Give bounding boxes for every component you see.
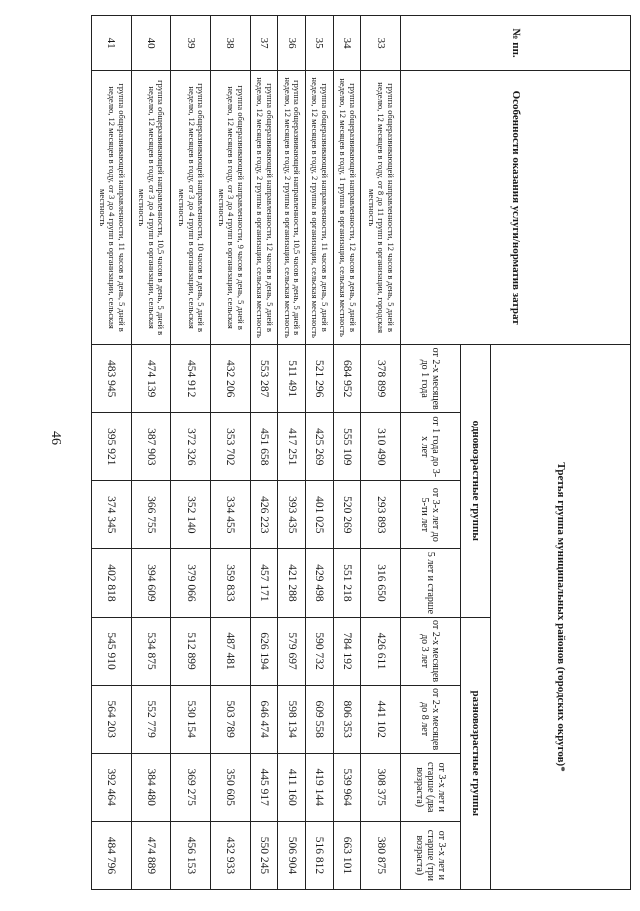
header-col-4: 5 лет и старше: [401, 549, 461, 617]
row-value: 516 812: [306, 821, 334, 889]
row-value: 806 353: [333, 685, 361, 753]
row-value: 308 375: [361, 753, 401, 821]
row-value: 445 917: [250, 753, 278, 821]
row-value: 550 245: [250, 821, 278, 889]
row-value: 421 288: [278, 549, 306, 617]
header-col-1: от 2-х месяцев до 1 года: [401, 345, 461, 413]
row-value: 426 611: [361, 617, 401, 685]
table-row: [171, 16, 211, 890]
row-description: группа общеразвивающей направленности, 12 часов в день, 5 дней в неделю, 12 месяцев в году, от 8 до 11 групп в организации, городская местность: [361, 71, 401, 345]
tariff-table: [91, 15, 631, 890]
row-value: 503 789: [211, 685, 251, 753]
row-value: 402 818: [92, 549, 132, 617]
row-value: 310 490: [361, 413, 401, 481]
row-value: 395 921: [92, 413, 132, 481]
row-description: группа общеразвивающей направленности, 11 часов в день, 5 дней в неделю, 12 месяцев в году, от 3 до 4 групп в организации, сельская местность: [92, 71, 132, 345]
row-value: 293 893: [361, 481, 401, 549]
row-value: 426 223: [250, 481, 278, 549]
row-value: 579 697: [278, 617, 306, 685]
row-value: 590 732: [306, 617, 334, 685]
table-row: [131, 16, 171, 890]
header-group: Третья группа муниципальных районов (городских округов)*: [491, 345, 631, 890]
row-value: 394 609: [131, 549, 171, 617]
row-value: 432 206: [211, 345, 251, 413]
row-number: 38: [211, 16, 251, 71]
row-value: 553 287: [250, 345, 278, 413]
row-value: 456 153: [171, 821, 211, 889]
row-number: 37: [250, 16, 278, 71]
row-value: 564 203: [92, 685, 132, 753]
row-value: 784 192: [333, 617, 361, 685]
row-value: 663 101: [333, 821, 361, 889]
row-value: 539 964: [333, 753, 361, 821]
row-value: 392 464: [92, 753, 132, 821]
row-value: 350 605: [211, 753, 251, 821]
row-value: 530 154: [171, 685, 211, 753]
row-value: 369 275: [171, 753, 211, 821]
page-number: 46: [48, 431, 63, 445]
row-value: 684 952: [333, 345, 361, 413]
row-value: 483 945: [92, 345, 132, 413]
row-value: 545 910: [92, 617, 132, 685]
row-value: 555 109: [333, 413, 361, 481]
row-number: 35: [306, 16, 334, 71]
table-row: [211, 16, 251, 890]
row-value: 609 558: [306, 685, 334, 753]
table-body: [92, 16, 401, 890]
table-row: [250, 16, 278, 890]
row-description: группа общеразвивающей направленности, 9 часов в день, 5 дней в неделю, 12 месяцев в году, от 3 до 4 групп в организации, сельская местность: [211, 71, 251, 345]
row-value: 417 251: [278, 413, 306, 481]
row-value: 384 480: [131, 753, 171, 821]
row-value: 401 025: [306, 481, 334, 549]
row-value: 534 875: [131, 617, 171, 685]
row-value: 484 796: [92, 821, 132, 889]
row-description: группа общеразвивающей направленности, 10 часов в день, 5 дней в неделю, 12 месяцев в году, от 3 до 4 групп в организации, сельская местность: [171, 71, 211, 345]
row-value: 646 474: [250, 685, 278, 753]
row-value: 511 491: [278, 345, 306, 413]
row-value: 598 134: [278, 685, 306, 753]
row-value: 366 755: [131, 481, 171, 549]
row-value: 441 102: [361, 685, 401, 753]
header-no: № пп.: [401, 16, 631, 71]
row-value: 334 455: [211, 481, 251, 549]
header-col-3: от 3-х лет до 5-ти лет: [401, 481, 461, 549]
row-value: 454 912: [171, 345, 211, 413]
row-description: группа общеразвивающей направленности, 10,5 часов в день, 5 дней в неделю, 12 месяцев в году, 2 группы в организации, сельская местность: [278, 71, 306, 345]
header-col-6: от 2-х месяцев до 8 лет: [401, 685, 461, 753]
row-value: 487 481: [211, 617, 251, 685]
header-single-age: одновозрастные группы: [461, 345, 491, 617]
row-number: 41: [92, 16, 132, 71]
row-value: 411 160: [278, 753, 306, 821]
row-value: 353 702: [211, 413, 251, 481]
row-number: 36: [278, 16, 306, 71]
table-row: [361, 16, 401, 890]
row-description: группа общеразвивающей направленности, 11 часов в день, 5 дней в неделю, 12 месяцев в году, 2 группы в организации, сельская местность: [306, 71, 334, 345]
row-description: группа общеразвивающей направленности, 12 часов в день, 5 дней в неделю, 12 месяцев в году, 1 группа в организации, сельская местность: [333, 71, 361, 345]
table-row: [306, 16, 334, 890]
header-col-2: от 1 года до 3-х лет: [401, 413, 461, 481]
row-value: 352 140: [171, 481, 211, 549]
row-number: 40: [131, 16, 171, 71]
row-value: 425 269: [306, 413, 334, 481]
row-value: 316 650: [361, 549, 401, 617]
header-mixed-age: разновозрастные группы: [461, 617, 491, 890]
row-value: 451 658: [250, 413, 278, 481]
row-value: 372 326: [171, 413, 211, 481]
row-value: 512 899: [171, 617, 211, 685]
row-value: 552 779: [131, 685, 171, 753]
row-number: 34: [333, 16, 361, 71]
row-value: 429 498: [306, 549, 334, 617]
row-value: 393 435: [278, 481, 306, 549]
row-description: группа общеразвивающей направленности, 12 часов в день, 5 дней в неделю, 12 месяцев в году, 2 группы в организации, сельская местность: [250, 71, 278, 345]
row-number: 33: [361, 16, 401, 71]
table-row: [278, 16, 306, 890]
row-value: 474 889: [131, 821, 171, 889]
table-row: [92, 16, 132, 890]
header-features: Особенности оказания услуги/норматив затрат: [401, 71, 631, 345]
row-description: группа общеразвивающей направленности, 10,5 часов в день, 5 дней в неделю, 12 месяцев в году, от 3 до 4 групп в организации, сельская местность: [131, 71, 171, 345]
tariff-table-container: [91, 15, 631, 890]
header-col-8: от 3-х лет и старше (три возраста): [401, 821, 461, 889]
header-col-7: от 3-х лет и старше (два возраста): [401, 753, 461, 821]
row-number: 39: [171, 16, 211, 71]
row-value: 374 345: [92, 481, 132, 549]
table-row: [333, 16, 361, 890]
row-value: 521 296: [306, 345, 334, 413]
row-value: 378 899: [361, 345, 401, 413]
row-value: 359 833: [211, 549, 251, 617]
row-value: 457 171: [250, 549, 278, 617]
row-value: 626 194: [250, 617, 278, 685]
row-value: 387 903: [131, 413, 171, 481]
header-col-5: от 2-х месяцев до 3 лет: [401, 617, 461, 685]
row-value: 520 269: [333, 481, 361, 549]
row-value: 474 139: [131, 345, 171, 413]
row-value: 551 218: [333, 549, 361, 617]
row-value: 432 933: [211, 821, 251, 889]
row-value: 379 066: [171, 549, 211, 617]
row-value: 419 144: [306, 753, 334, 821]
row-value: 506 904: [278, 821, 306, 889]
row-value: 380 875: [361, 821, 401, 889]
